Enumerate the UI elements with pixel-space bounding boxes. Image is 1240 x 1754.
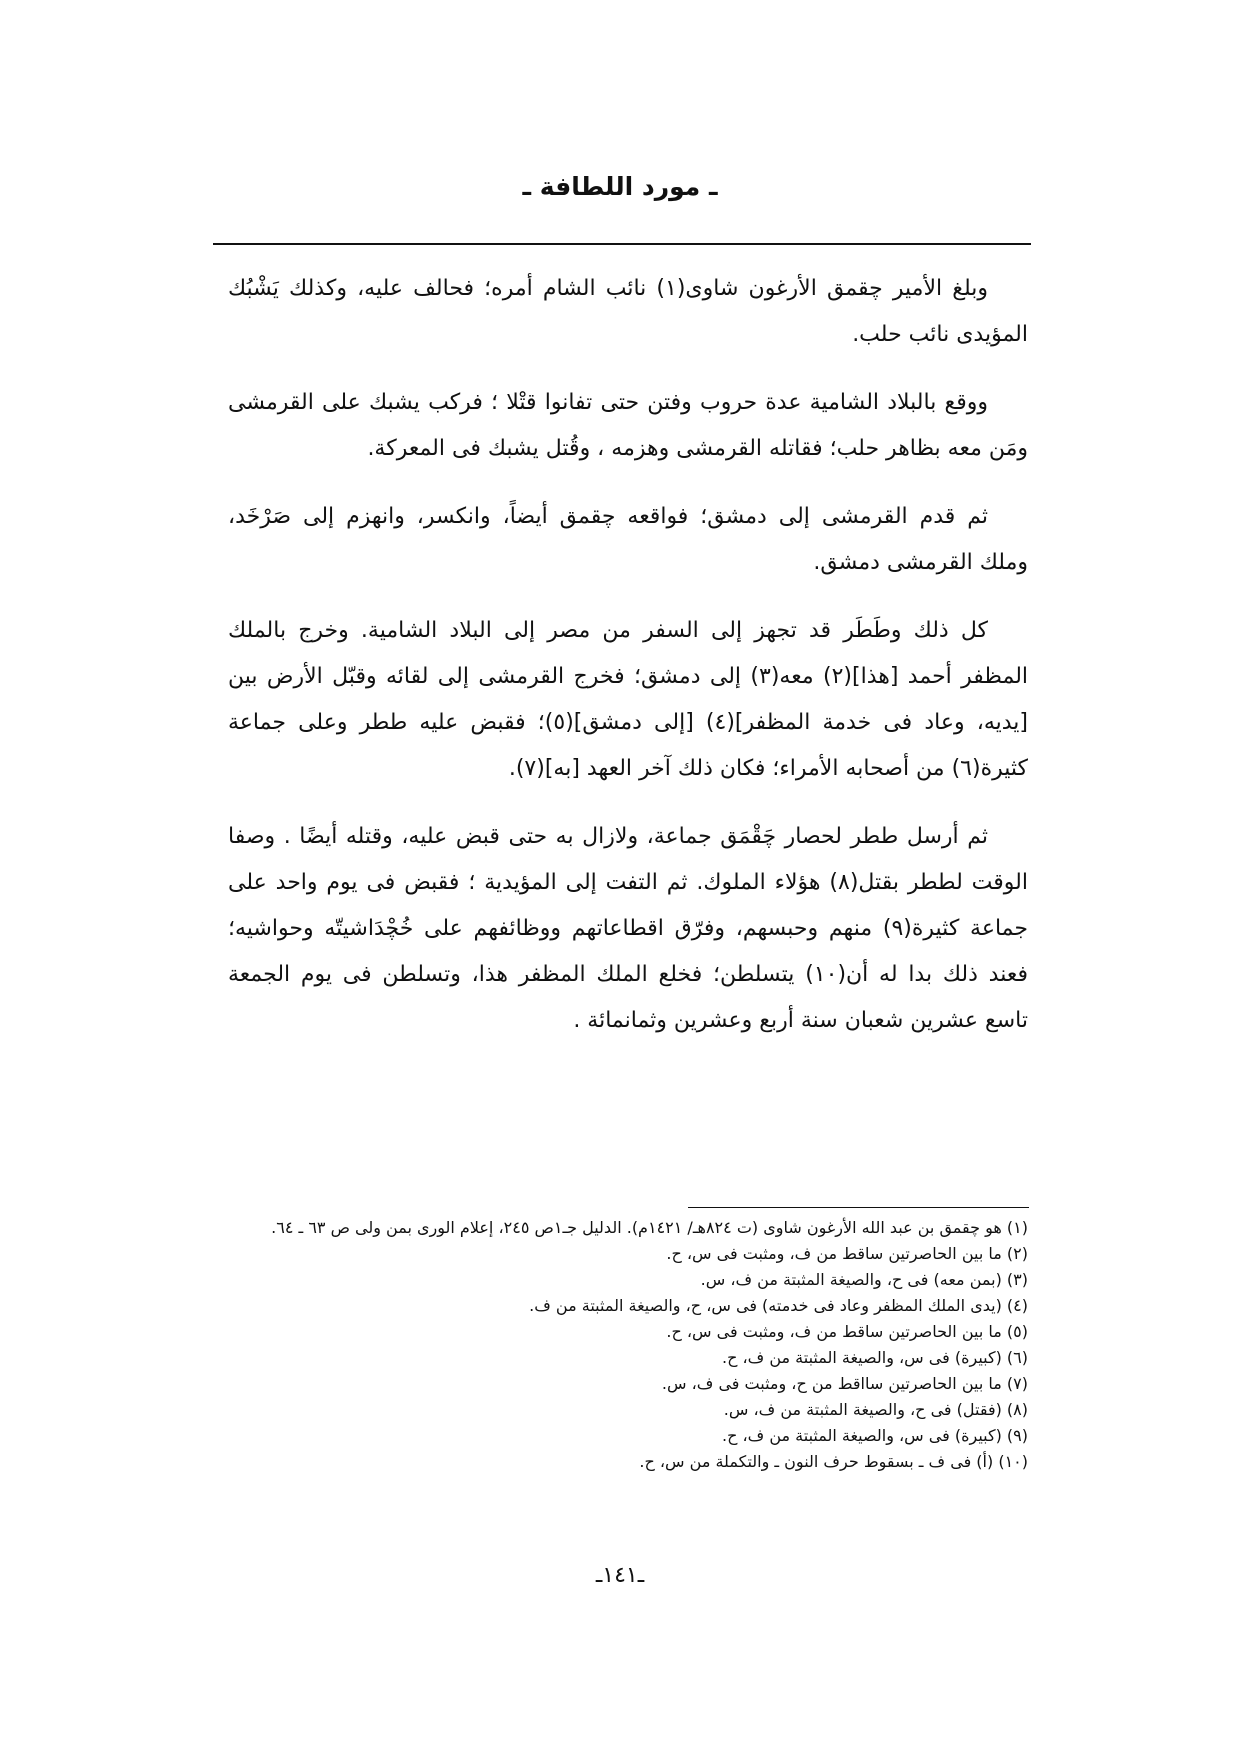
footnote: (٥) ما بين الحاصرتين ساقط من ف، ومثبت فى س، ح. xyxy=(666,1322,1028,1341)
paragraph: ووقع بالبلاد الشامية عدة حروب وفتن حتى تفانوا قتْلا ؛ فركب يشبك على القرمشى ومَن معه بظاهر حلب؛ فقاتله القرمشى وهزمه ، وقُتل يشبك فى المعركة. xyxy=(228,390,1028,461)
footnote: (٤) (يدى الملك المظفر وعاد فى خدمته) فى س، ح، والصيغة المثبتة من ف. xyxy=(529,1296,1028,1315)
footnote-rule xyxy=(688,1207,1029,1208)
header-rule xyxy=(213,243,1031,245)
paragraph: ثم أرسل ططر لحصار چَقْمَق جماعة، ولازال به حتى قبض عليه، وقتله أيضًا . وصفا الوقت لططر بقتل(٨) هؤلاء الملوك. ثم التفت إلى المؤيدية ؛ فقبض فى يوم واحد على جماعة كثيرة(٩) منهم وحبسهم، وفرّق اقطاعاتهم ووظائفهم على خُچْدَاشيتّه وحواشيه؛ فعند ذلك بدا له أن(١٠) يتسلطن؛ فخلع الملك المظفر هذا، وتسلطن فى يوم الجمعة تاسع عشرين شعبان سنة أربع وعشرين وثمانمائة . xyxy=(228,824,1028,1033)
footnote: (٧) ما بين الحاصرتين سااقط من ح، ومثبت فى ف، س. xyxy=(661,1374,1028,1393)
paragraph: كل ذلك وطَطَر قد تجهز إلى السفر من مصر إلى البلاد الشامية. وخرج بالملك المظفر أحمد [هذا](٢) معه(٣) إلى دمشق؛ فخرج القرمشى إلى لقائه وقبّل الأرض بين [يديه، وعاد فى خدمة المظفر](٤) [إلى دمشق](٥)؛ فقبض عليه ططر وعلى جماعة كثيرة(٦) من أصحابه الأمراء؛ فكان ذلك آخر العهد [به](٧). xyxy=(228,618,1029,781)
footnote: (١) هو چقمق بن عبد الله الأرغون شاوى (ت ٨٢٤هـ/ ١٤٢١م). الدليل جـ١ص ٢٤٥، إعلام الورى بمن ولى ص ٦٣ ـ ٦٤. xyxy=(271,1218,1028,1237)
footnote: (٢) ما بين الحاصرتين ساقط من ف، ومثبت فى س، ح. xyxy=(666,1244,1028,1263)
footnote: (٩) (كبيرة) فى س، والصيغة المثبتة من ف، ح. xyxy=(721,1426,1028,1445)
footnote: (٣) (بمن معه) فى ح، والصيغة المثبتة من ف، س. xyxy=(700,1270,1028,1289)
paragraph: وبلغ الأمير چقمق الأرغون شاوى(١) نائب الشام أمره؛ فحالف عليه، وكذلك يَشْبُك المؤيدى نائب حلب. xyxy=(228,276,1028,347)
footnote: (٨) (فقتل) فى ح، والصيغة المثبتة من ف، س. xyxy=(723,1400,1028,1419)
page-number: ـ١٤١ـ xyxy=(595,1563,645,1588)
main-text xyxy=(228,266,1028,1066)
footnote: (١٠) (أ) فى ف ـ بسقوط حرف النون ـ والتكملة من س، ح. xyxy=(639,1452,1028,1471)
footnote: (٦) (كبيرة) فى س، والصيغة المثبتة من ف، ح. xyxy=(721,1348,1028,1367)
running-header-title: ـ مورد اللطافة ـ xyxy=(522,172,718,201)
paragraph: ثم قدم القرمشى إلى دمشق؛ فواقعه چقمق أيضاً، وانكسر، وانهزم إلى صَرْخَد، وملك القرمشى دمشق. xyxy=(228,504,1028,575)
footnotes xyxy=(228,1215,1028,1475)
